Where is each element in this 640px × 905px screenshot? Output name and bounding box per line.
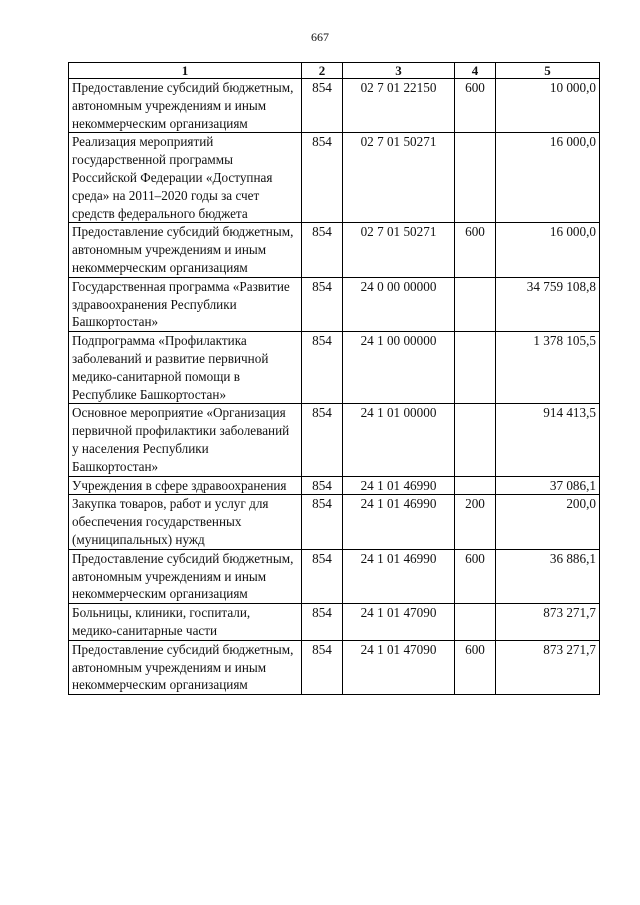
table-header-row [69, 63, 600, 79]
row-ministry-cell: 854 [302, 79, 343, 133]
row-amount-cell: 1 378 105,5 [496, 332, 600, 404]
row-amount-cell: 10 000,0 [496, 79, 600, 133]
column-header-2: 2 [302, 63, 343, 79]
row-name-cell: Предоставление субсидий бюджетным, автономным учреждениям и иным некоммерческим организациям [69, 223, 302, 277]
row-name-cell: Основное мероприятие «Организация первичной профилактики заболеваний у населения Республики Башкортостан» [69, 404, 302, 476]
row-name-cell: Предоставление субсидий бюджетным, автономным учреждениям и иным некоммерческим организациям [69, 549, 302, 603]
row-vr-cell [455, 332, 496, 404]
row-amount-cell: 34 759 108,8 [496, 277, 600, 331]
row-name-cell: Предоставление субсидий бюджетным, автономным учреждениям и иным некоммерческим организациям [69, 640, 302, 694]
row-amount-cell: 873 271,7 [496, 604, 600, 641]
row-ministry-cell: 854 [302, 604, 343, 641]
table-row [69, 332, 600, 404]
row-vr-cell [455, 604, 496, 641]
row-ministry-cell: 854 [302, 495, 343, 549]
row-name-cell: Больницы, клиники, госпитали, медико-санитарные части [69, 604, 302, 641]
row-vr-cell: 600 [455, 640, 496, 694]
column-header-3: 3 [343, 63, 455, 79]
row-name-cell: Закупка товаров, работ и услуг для обеспечения государственных (муниципальных) нужд [69, 495, 302, 549]
row-csr-cell: 02 7 01 50271 [343, 223, 455, 277]
row-vr-cell: 200 [455, 495, 496, 549]
row-ministry-cell: 854 [302, 332, 343, 404]
row-csr-cell: 24 0 00 00000 [343, 277, 455, 331]
row-vr-cell [455, 277, 496, 331]
table-row [69, 640, 600, 694]
row-ministry-cell: 854 [302, 277, 343, 331]
row-vr-cell: 600 [455, 223, 496, 277]
row-ministry-cell: 854 [302, 549, 343, 603]
row-name-cell: Учреждения в сфере здравоохранения [69, 476, 302, 495]
row-amount-cell: 16 000,0 [496, 133, 600, 223]
row-ministry-cell: 854 [302, 476, 343, 495]
table-row [69, 604, 600, 641]
row-vr-cell [455, 404, 496, 476]
row-amount-cell: 200,0 [496, 495, 600, 549]
row-amount-cell: 873 271,7 [496, 640, 600, 694]
row-vr-cell [455, 476, 496, 495]
column-header-4: 4 [455, 63, 496, 79]
row-csr-cell: 24 1 01 00000 [343, 404, 455, 476]
row-amount-cell: 37 086,1 [496, 476, 600, 495]
row-amount-cell: 914 413,5 [496, 404, 600, 476]
row-csr-cell: 24 1 01 47090 [343, 604, 455, 641]
row-csr-cell: 02 7 01 22150 [343, 79, 455, 133]
table-row [69, 223, 600, 277]
row-name-cell: Реализация мероприятий государственной программы Российской Федерации «Доступная среда» на 2011–2020 годы за счет средств федерального бюджета [69, 133, 302, 223]
page-number: 667 [311, 30, 329, 44]
row-vr-cell: 600 [455, 549, 496, 603]
table-row [69, 476, 600, 495]
row-csr-cell: 24 1 01 46990 [343, 549, 455, 603]
table-row [69, 495, 600, 549]
row-name-cell: Подпрограмма «Профилактика заболеваний и развитие первичной медико-санитарной помощи в Республике Башкортостан» [69, 332, 302, 404]
budget-table [68, 62, 600, 695]
row-vr-cell [455, 133, 496, 223]
row-csr-cell: 02 7 01 50271 [343, 133, 455, 223]
table-row [69, 133, 600, 223]
column-header-1: 1 [69, 63, 302, 79]
row-csr-cell: 24 1 01 46990 [343, 476, 455, 495]
row-vr-cell: 600 [455, 79, 496, 133]
table-row [69, 277, 600, 331]
row-csr-cell: 24 1 01 46990 [343, 495, 455, 549]
table-row [69, 549, 600, 603]
row-ministry-cell: 854 [302, 223, 343, 277]
row-csr-cell: 24 1 01 47090 [343, 640, 455, 694]
table-body [69, 79, 600, 695]
table-row [69, 404, 600, 476]
row-ministry-cell: 854 [302, 404, 343, 476]
row-name-cell: Предоставление субсидий бюджетным, автономным учреждениям и иным некоммерческим организациям [69, 79, 302, 133]
row-csr-cell: 24 1 00 00000 [343, 332, 455, 404]
column-header-5: 5 [496, 63, 600, 79]
row-amount-cell: 16 000,0 [496, 223, 600, 277]
table-row [69, 79, 600, 133]
row-name-cell: Государственная программа «Развитие здравоохранения Республики Башкортостан» [69, 277, 302, 331]
row-amount-cell: 36 886,1 [496, 549, 600, 603]
row-ministry-cell: 854 [302, 133, 343, 223]
row-ministry-cell: 854 [302, 640, 343, 694]
